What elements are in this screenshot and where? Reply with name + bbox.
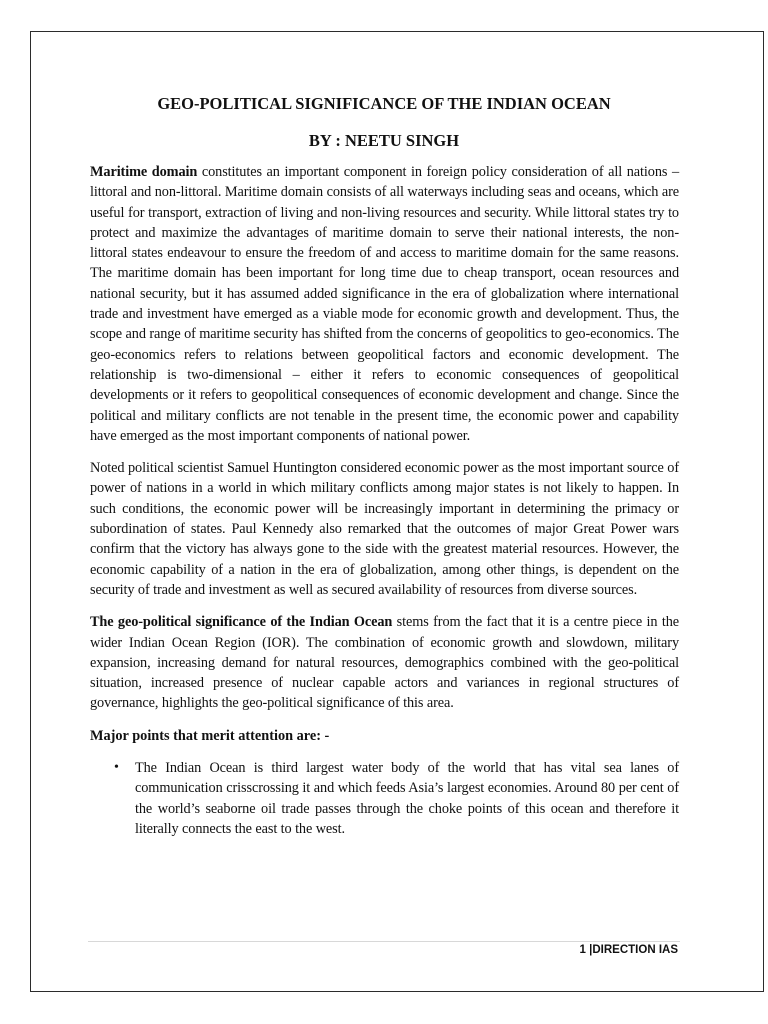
paragraph-lead: Maritime domain [90, 164, 198, 180]
paragraph-geo-political-significance [90, 612, 679, 713]
paragraph-huntington [90, 458, 679, 600]
bullet-icon: • [114, 760, 119, 776]
footer-separator: | [585, 944, 593, 956]
list-item [90, 758, 679, 839]
paragraph-text: stems from the fact that it is a centre piece in the wider Indian Ocean Region (IOR). The combination of economic growth and slowdown, military expansion, increasing demand for natural resources, demographics combined with the geo-political situation, increased presence of nuclear capable actors and variances in regional structures of governance, highlights the geo-political significance of this area. [90, 614, 679, 712]
bullet-list [90, 758, 679, 839]
section-subheading: Major points that merit attention are: - [90, 727, 330, 744]
author-byline: BY : NEETU SINGH [308, 131, 460, 150]
paragraph-lead: The geo-political significance of the Indian Ocean [90, 614, 393, 631]
bullet-text: The Indian Ocean is third largest water body of the world that has vital sea lanes of communication crisscrossing it and which feeds Asia’s largest economies. Around 80 per cent of the world’s seaborne oil trade passes through the choke points of this ocean and therefore it literally connects the east to the west. [135, 760, 679, 837]
footer-divider [88, 941, 680, 942]
document-title: GEO-POLITICAL SIGNIFICANCE OF THE INDIAN OCEAN [157, 94, 611, 113]
paragraph-text: constitutes an important component in foreign policy consideration of all nations – littoral and non-littoral. Maritime domain consists of all waterways including seas and oceans, which are useful for transport, extraction of living and non-living resources and security. While littoral states try to protect and maximize the advantages of maritime domain to serve their national interests, the non-littoral states endeavour to ensure the freedom of and access to maritime domain for the same reasons. The maritime domain has been important for long time due to cheap transport, ocean resources and national security, but it has assumed added significance in the era of globalization where international trade and investment have emerged as a viable mode for economic growth and development. Thus, the scope and range of maritime security has shifted from the concerns of geopolitics to geo-economics. The geo-economics refers to relations between geopolitical factors and economic development. The relationship is two-dimensional – either it refers to economic consequences of geopolitical developments or it refers to geopolitical consequences of economic development and change. Since the political and military conflicts are not tenable in the present time, the economic power and capability have emerged as the most important components of national power. [90, 164, 679, 444]
paragraph-text: Noted political scientist Samuel Huntington considered economic power as the most important source of power of nations in a world in which military conflicts among major states is not likely to happen. In such conditions, the economic power will be increasingly important in determining the primacy or subordination of states. Paul Kennedy also remarked that the outcomes of major Great Power wars confirm that the victory has always gone to the side with the greatest material resources. However, the economic capability of a nation in the era of globalization, among other things, is dependent on the security of trade and investment as well as secured availability of resources from diverse sources. [90, 460, 679, 598]
page-footer [580, 944, 678, 956]
document-body [90, 162, 679, 839]
page-number: 1 [579, 944, 586, 956]
paragraph-maritime-domain [90, 162, 679, 446]
footer-label: DIRECTION IAS [592, 944, 678, 956]
